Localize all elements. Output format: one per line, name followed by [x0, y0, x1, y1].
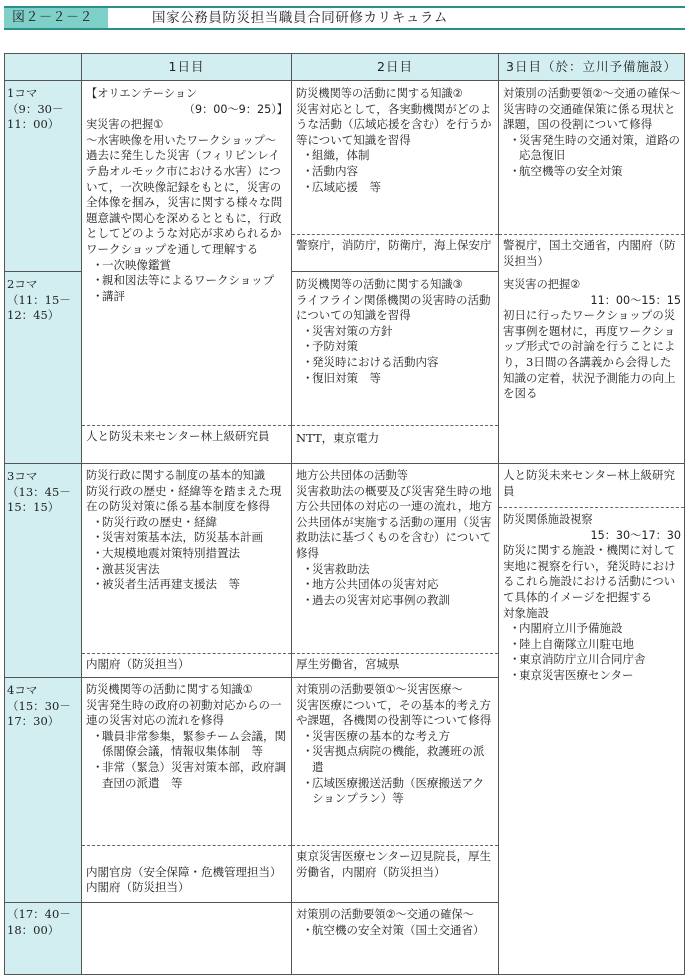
session-label: 2コマ （11：15－ 12：45） [7, 277, 71, 322]
instructor-text: 人と防災未来センター林上級研究員 [86, 429, 270, 443]
day2-session1-cell [296, 86, 495, 195]
list-item: ・ 広域医療搬送活動（医療搬送アクションプラン）等 [296, 776, 495, 807]
session-description: 災害発生時の政府の初動対応からの一連の災害対応の流れを修得 [86, 697, 282, 728]
list-item: ・ 大規模地震対策特別措置法 [86, 546, 288, 562]
list-item: ・ 防災行政の歴史・経緯 [86, 515, 288, 531]
divider [81, 54, 82, 974]
figure-header [4, 6, 685, 30]
instructor-text: 内閣府（防災担当） [86, 657, 190, 671]
day1-session4-cell [86, 682, 288, 791]
session-heading: 対策別の活動要領①～災害医療～ [296, 683, 463, 696]
topic-list [503, 133, 681, 180]
list-item: ・ 災害対策基本法，防災基本計画 [86, 530, 288, 546]
instructor-cell [296, 657, 495, 673]
divider [292, 425, 498, 426]
facility-subheading: 対象施設 [503, 605, 549, 620]
list-item: ・ 広域応援 等 [296, 180, 495, 196]
session-description: 災害医療について，その基本的考え方や課題，各機関の役割等について修得 [296, 697, 492, 728]
day1-orientation-cell [86, 86, 288, 304]
day2-session2-cell [296, 277, 495, 386]
session-description: 災害時の交通確保策に係る現状と課題，国の役割について修得 [503, 101, 676, 132]
instructor-text: 厚生労働省，宮城県 [296, 657, 400, 671]
session-description: ライフライン関係機関の災害時の活動についての知識を習得 [296, 292, 491, 323]
day2-session5-cell [296, 907, 495, 938]
session-heading: 実災害の把握① ～水害映像を用いたワークショップ～ [86, 118, 276, 147]
list-item: ・ 陸上自衛隊立川駐屯地 [503, 637, 681, 653]
session-heading: 対策別の活動要領②～交通の確保～ [503, 87, 681, 100]
figure-number: 図２－２－２ [4, 8, 108, 28]
day1-session3-cell [86, 468, 288, 593]
session-description: 初日に行ったワークショップの災害事例を題材に，再度ワークショップ形式での討論を行うことにより，3日間の各講義から会得した知識の定着，状況予測能力の向上を図る [503, 308, 676, 401]
list-item: ・ 一次映像鑑賞 [86, 258, 288, 274]
divider [5, 80, 684, 81]
divider [82, 425, 291, 426]
list-item: ・ 発災時における活動内容 [296, 355, 495, 371]
session-heading: 対策別の活動要領②～交通の確保～ [296, 908, 474, 921]
list-item: ・ 災害発生時の交通対策，道路の応急復旧 [503, 133, 681, 164]
instructor-text: NTT，東京電力 [296, 431, 380, 445]
divider [499, 507, 684, 508]
instructor-text: 東京災害医療センター辺見院長，厚生労働省，内閣府（防災担当） [296, 849, 492, 879]
divider [499, 234, 684, 235]
divider [5, 271, 81, 272]
day2-session3-cell [296, 468, 495, 608]
list-item: ・ 講評 [86, 289, 288, 305]
list-item: ・ 非常（緊急）災害対策本部，政府調査団の派遣 等 [86, 760, 288, 791]
topic-list [296, 562, 495, 609]
topic-list [296, 148, 495, 195]
session-description: 過去に発生した災害（フィリピンレイテ島オルモック市における水害）について，一次映像記録をもとに，災害の全体像を掴み，災害に関する様々な問題意識や関心を深めるとともに，行政としてどのような対応が求められるかワークショップを通して理解する [86, 148, 283, 256]
instructor-text: 内閣官房（安全保障・危機管理担当） 内閣府（防災担当） [86, 864, 282, 895]
instructor-cell [296, 238, 495, 254]
instructor-text: 人と防災未来センター林上級研究員 [503, 468, 676, 498]
divider [292, 845, 498, 846]
session-label: 3コマ （13：45－ 15：15） [7, 469, 71, 514]
session-heading: 防災行政に関する制度の基本的知識 [86, 469, 266, 482]
topic-list [86, 515, 288, 593]
instructor-text: 警察庁，消防庁，防衛庁，海上保安庁 [296, 238, 492, 252]
instructor-cell [86, 657, 286, 673]
list-item: ・ 激甚災害法 [86, 562, 288, 578]
instructor-cell [86, 849, 288, 911]
list-item: ・ 被災者生活再建支援法 等 [86, 577, 288, 593]
list-item: ・ 活動内容 [296, 164, 495, 180]
instructor-cell [503, 468, 681, 499]
instructor-text: 警視庁，国土交通省，内閣府（防災担当） [503, 238, 676, 268]
topic-list [86, 258, 288, 305]
session-heading: 防災関係施設視察 [503, 513, 593, 526]
list-item: ・ 内閣府立川予備施設 [503, 621, 681, 637]
instructor-cell [503, 238, 681, 269]
divider [292, 653, 498, 654]
list-item: ・ 職員非常参集，緊参チーム会議，関係閣僚会議，情報収集体制 等 [86, 729, 288, 760]
session-heading: 地方公共団体の活動等 [296, 469, 408, 482]
instructor-cell [86, 429, 286, 445]
session-label: 4コマ （15：30－ 17：30） [7, 683, 71, 728]
orientation-title: 【オリエンテーション [86, 87, 198, 100]
figure-title: 国家公務員防災担当職員合同研修カリキュラム [152, 10, 448, 26]
list-item: ・ 災害対策の方針 [296, 324, 495, 340]
facility-list [503, 621, 681, 683]
session-heading: 防災機関等の活動に関する知識① [86, 683, 253, 696]
topic-list [86, 729, 288, 791]
divider [292, 271, 498, 272]
session-time: 15：30～17：30 [590, 528, 681, 542]
session-heading: 防災機関等の活動に関する知識② [296, 87, 463, 100]
session-description: 防災に関する施設・機関に対して実地に視察を行い，発災時におけるこれら施設における活動について具体的イメージを把握する [503, 543, 676, 604]
day3-session3-cell [503, 512, 681, 684]
list-item: ・ 災害拠点病院の機能，救護班の派遣 [296, 744, 495, 775]
list-item: ・ 航空機等の安全対策 [503, 164, 681, 180]
day3-session1-cell [503, 86, 681, 180]
list-item: ・ 組織，体制 [296, 148, 495, 164]
column-header-day3: 3日目（於：立川予備施設） [499, 54, 684, 80]
day2-session4-cell [296, 682, 495, 807]
list-item: ・ 過去の災害対応事例の教訓 [296, 593, 495, 609]
divider [82, 845, 291, 846]
divider [5, 677, 499, 678]
column-header-day2: 2日目 [292, 54, 498, 80]
instructor-cell [296, 431, 495, 447]
list-item: ・ 東京災害医療センター [503, 668, 681, 684]
session-description: 災害対応として，各実動機関がどのような活動（広域応援を含む）を行うか等について知識を習得 [296, 101, 492, 147]
divider [82, 653, 291, 654]
session-description: 防災行政の歴史・経緯等を踏まえた現在の防災対策に係る基本制度を修得 [86, 483, 282, 514]
list-item: ・ 災害医療の基本的な考え方 [296, 729, 495, 745]
topic-list [296, 729, 495, 807]
instructor-cell [296, 849, 495, 880]
session-heading: 実災害の把握② [503, 278, 581, 291]
list-item: ・ 地方公共団体の災害対応 [296, 577, 495, 593]
column-header-day1: 1日目 [82, 54, 291, 80]
topic-list [296, 324, 495, 386]
orientation-time: （9：00～9：25）】 [183, 102, 288, 116]
list-item: ・ 親和図法等によるワークショップ [86, 273, 288, 289]
list-item: ・ 航空機の安全対策（国土交通省） [296, 923, 495, 939]
day3-session2-cell [503, 277, 681, 402]
list-item: ・ 復旧対策 等 [296, 371, 495, 387]
topic-list [296, 923, 495, 939]
session-label: （17：40－ 18：00） [7, 907, 71, 937]
list-item: ・ 東京消防庁立川合同庁舎 [503, 652, 681, 668]
list-item: ・ 災害救助法 [296, 562, 495, 578]
session-label: 1コマ （9：30－ 11：00） [7, 86, 64, 131]
divider [291, 54, 292, 974]
divider [292, 234, 498, 235]
divider [5, 463, 684, 464]
session-heading: 防災機関等の活動に関する知識③ [296, 278, 463, 291]
list-item: ・ 予防対策 [296, 339, 495, 355]
session-description: 災害救助法の概要及び災害発生時の地方公共団体の対応の一連の流れ，地方公共団体が実施する活動の運用（災害救助法に基づくものを含む）について修得 [296, 483, 493, 560]
session-time: 11：00～15：15 [590, 293, 681, 307]
divider [498, 54, 499, 974]
